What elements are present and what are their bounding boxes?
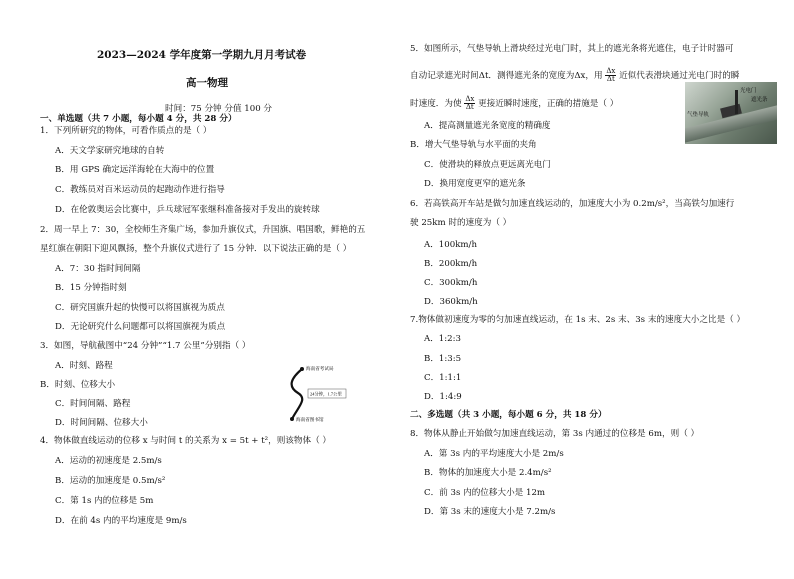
end-point xyxy=(290,417,294,421)
q2-option-a: A．7：30 指时间间隔 xyxy=(55,264,141,274)
photo-label-photogate: 光电门 xyxy=(740,88,757,94)
q5-option-d: D．换用宽度更窄的遮光条 xyxy=(424,179,526,189)
q8-stem: 8．物体从静止开始做匀加速直线运动，第 3s 内通过的位移是 6m，则（ ） xyxy=(410,429,700,439)
q8-option-b: B．物体的加速度大小是 2.4m/s² xyxy=(424,468,552,478)
q5-stem-line2-part1: 自动记录遮光时间Δt．测得遮光条的宽度为Δx，用 xyxy=(410,71,603,81)
q6-option-a: A．100km/h xyxy=(424,240,477,250)
q8-option-c: C．前 3s 内的位移大小是 12m xyxy=(424,488,546,498)
q8-option-d: D．第 3s 末的速度大小是 7.2m/s xyxy=(424,507,556,517)
q8-option-a: A．第 3s 内的平均速度大小是 2m/s xyxy=(424,449,564,459)
q4-option-c: C．第 1s 内的位移是 5m xyxy=(55,496,154,506)
q2-stem-line1: 2．周一早上 7：30，全校师生齐集广场，参加升旗仪式，升国旗、唱国歌，鲜艳的五 xyxy=(40,225,366,235)
q7-option-c: C．1:1:1 xyxy=(424,373,462,383)
q6-option-d: D．360km/h xyxy=(424,297,478,307)
q1-stem: 1．下列所研究的物体，可看作质点的是（ ） xyxy=(40,126,212,136)
q7-option-b: B．1:3:5 xyxy=(424,354,462,364)
start-point xyxy=(300,367,304,371)
q2-option-c: C．研究国旗升起的快慢可以将国旗视为质点 xyxy=(55,303,225,313)
section-single-choice-heading: 一、单选题（共 7 小题，每小题 4 分，共 28 分） xyxy=(40,114,237,124)
q5-fraction-1: $\frac{\Delta x}{\Delta t}$ xyxy=(606,67,616,83)
q5-option-b: B．增大气垫导轨与水平面的夹角 xyxy=(410,140,537,150)
air-track-photo xyxy=(685,82,777,144)
q3-option-c: C．时间间隔、路程 xyxy=(55,399,131,409)
q5-stem-line3 xyxy=(410,96,618,111)
q7-stem: 7.物体做初速度为零的匀加速直线运动，在 1s 末、2s 末、3s 末的速度大小之比是（ ） xyxy=(410,315,746,325)
map-end-label: 海南省图书馆 xyxy=(296,417,324,422)
q5-stem-line2 xyxy=(410,68,739,83)
q6-option-c: C．300km/h xyxy=(424,278,478,288)
q7-option-a: A．1:2:3 xyxy=(424,334,461,344)
q1-option-a: A．天文学家研究地球的自转 xyxy=(55,146,165,156)
q6-stem-line1: 6．若高铁高开车站是做匀加速直线运动的，加速度大小为 0.2m/s²，当高铁匀加速行 xyxy=(410,199,735,209)
q4-stem: 4．物体做直线运动的位移 x 与时间 t 的关系为 x = 5t + t²，则该物体（ ） xyxy=(40,436,331,446)
q6-stem-line2: 驶 25km 时的速度为（ ） xyxy=(410,218,512,228)
q5-stem-line3-part1: 时速度．为使 xyxy=(410,99,462,109)
q7-option-d: D．1:4:9 xyxy=(424,392,462,402)
q5-option-c: C．使滑块的释放点更远离光电门 xyxy=(424,160,551,170)
q5-stem-line1: 5．如图所示，气垫导轨上滑块经过光电门时，其上的遮光条将光遮住，电子计时器可 xyxy=(410,44,734,54)
q2-option-b: B．15 分钟指时刻 xyxy=(55,283,127,293)
photogate xyxy=(735,90,738,114)
q1-option-d: D．在伦敦奥运会比赛中，乒乓球冠军张继科准备接对手发出的旋转球 xyxy=(55,205,320,215)
photo-label-air-track: 气垫导轨 xyxy=(687,112,710,118)
q2-stem-line2: 星红旗在朝阳下迎风飘扬，整个升旗仪式进行了 15 分钟．以下说法正确的是（ ） xyxy=(40,244,352,254)
q1-option-b: B．用 GPS 确定远洋海轮在大海中的位置 xyxy=(55,165,215,175)
section-multiple-choice-heading: 二、多选题（共 3 小题，每小题 6 分，共 18 分） xyxy=(410,410,607,420)
exam-subject: 高一物理 xyxy=(186,77,228,89)
q4-option-d: D．在前 4s 内的平均速度是 9m/s xyxy=(55,516,187,526)
map-route-info: 24分钟，1.7公里 xyxy=(310,391,342,397)
q3-stem: 3．如图，导航截图中“24 分钟”“1.7 公里”分别指（ ） xyxy=(40,341,251,351)
exam-time-score: 时间：75 分钟 分值 100 分 xyxy=(165,104,273,114)
q3-option-d: D．时间间隔、位移大小 xyxy=(55,418,148,428)
q2-option-d: D．无论研究什么问题都可以将国旗视为质点 xyxy=(55,322,226,332)
route-path xyxy=(292,369,303,419)
photo-label-shading-strip: 遮光条 xyxy=(751,97,768,103)
q1-option-c: C．教练员对百米运动员的起跑动作进行指导 xyxy=(55,185,225,195)
q5-stem-line3-part2: 更接近瞬时速度，正确的措施是（ ） xyxy=(478,99,619,109)
exam-title: 2023—2024 学年度第一学期九月月考试卷 xyxy=(97,49,307,61)
q4-option-b: B．运动的加速度是 0.5m/s² xyxy=(55,476,166,486)
q3-option-a: A．时刻、路程 xyxy=(55,361,113,371)
q3-option-b: B．时刻、位移大小 xyxy=(40,380,116,390)
q5-stem-line2-part2: 近似代表滑块通过光电门时的瞬 xyxy=(619,71,740,81)
navigation-map-figure xyxy=(280,361,375,423)
map-start-label: 海南省考试局 xyxy=(306,366,334,371)
q5-option-a: A．提高测量遮光条宽度的精确度 xyxy=(424,121,551,131)
q5-fraction-2: $\frac{\Delta x}{\Delta t}$ xyxy=(465,95,475,111)
q6-option-b: B．200km/h xyxy=(424,259,478,269)
q4-option-a: A．运动的初速度是 2.5m/s xyxy=(55,456,162,466)
